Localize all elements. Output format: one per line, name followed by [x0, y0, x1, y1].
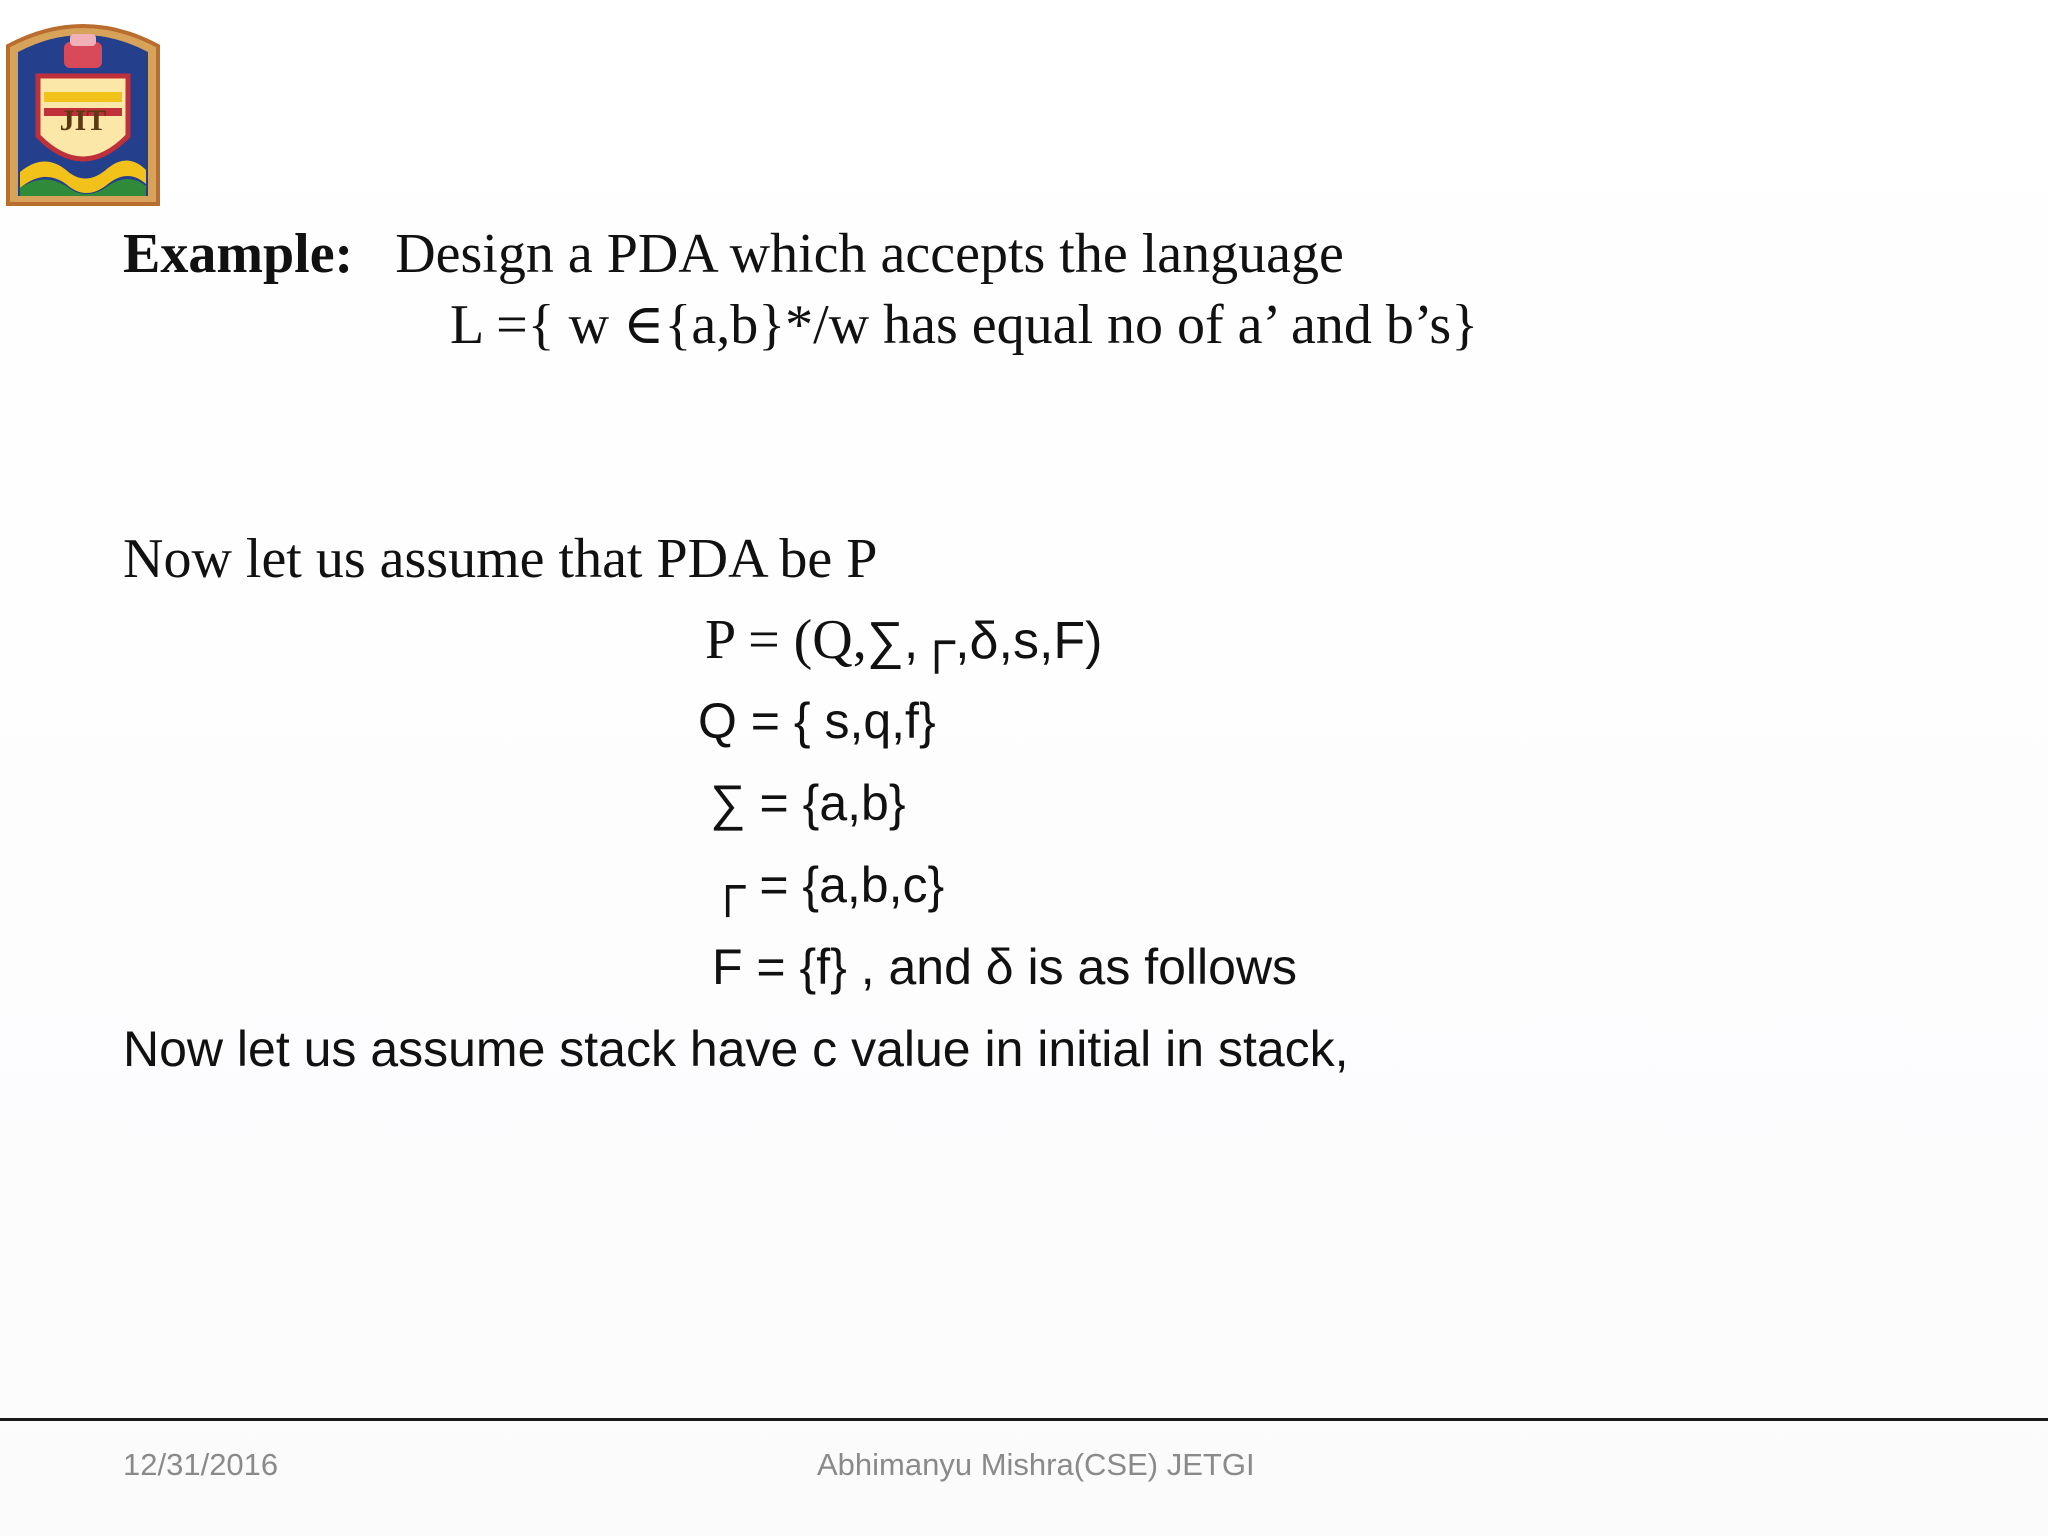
pda-tuple [705, 608, 1102, 672]
pda-assumption: Now let us assume that PDA be P [123, 528, 878, 590]
example-label: Example: [123, 223, 354, 285]
stack-alphabet-set: ┌ = {a,b,c} [710, 857, 945, 913]
footer-author: Abhimanyu Mishra(CSE) JETGI [817, 1447, 1255, 1482]
pda-tuple-prefix: P = (Q, [705, 609, 867, 671]
crest-text: JIT [59, 104, 107, 137]
states-set: Q = { s,q,f} [698, 693, 936, 749]
example-heading [123, 222, 1344, 286]
stack-initial-note: Now let us assume stack have c value in initial in stack, [123, 1021, 1349, 1077]
final-states-set: F = {f} , and δ is as follows [712, 939, 1298, 995]
pda-tuple-symbols: ∑,┌,δ,s,F) [866, 612, 1103, 670]
language-definition: L ={ w ∈{a,b}*/w has equal no of a’ and b’s} [450, 294, 1479, 356]
college-crest-logo [4, 12, 162, 208]
footer-divider [0, 1418, 2048, 1421]
example-text: Design a PDA which accepts the language [395, 223, 1344, 285]
footer-date: 12/31/2016 [123, 1447, 279, 1482]
input-alphabet-set: ∑ = {a,b} [710, 775, 906, 831]
